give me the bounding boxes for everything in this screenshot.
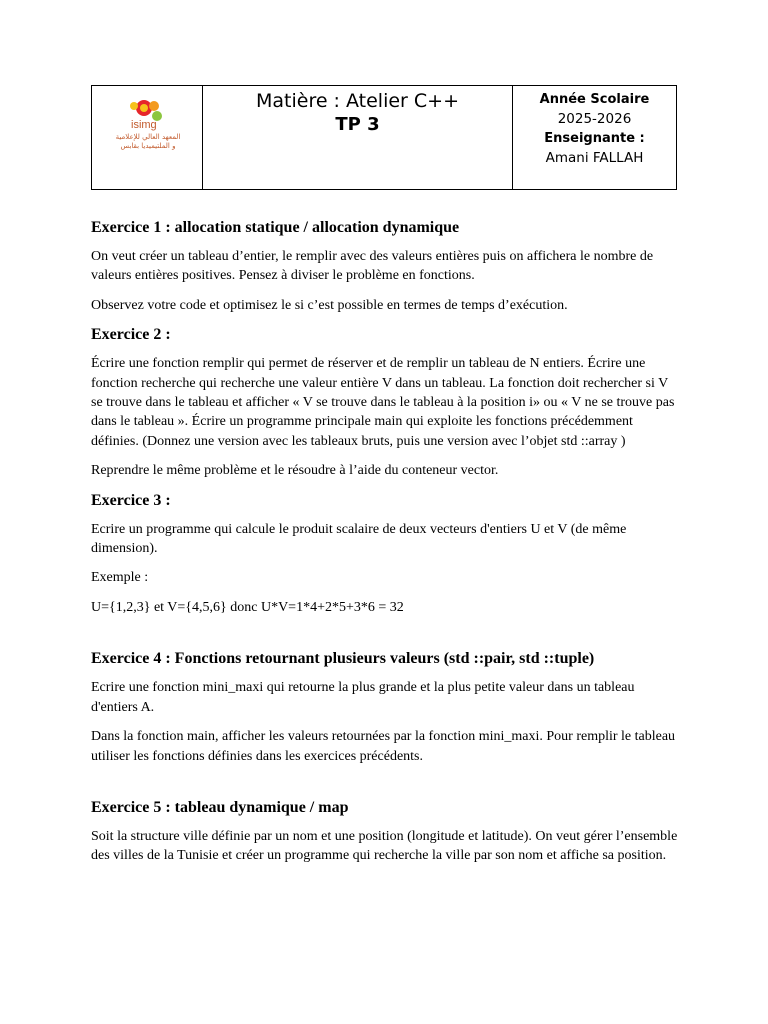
info-cell	[513, 86, 676, 189]
exercise-3-paragraph: Ecrire un programme qui calcule le produit scalaire de deux vecteurs d'entiers U et V (de même dimension).	[91, 521, 627, 557]
logo-cell	[92, 86, 203, 189]
header-table	[91, 85, 677, 190]
exercise-1-paragraph: On veut créer un tableau d’entier, le remplir avec des valeurs entières puis on affichera le nombre de valeurs entières positives. Pensez à diviser le problème en fonctions.	[91, 249, 654, 284]
exercise-2-paragraph: Écrire une fonction remplir qui permet de réserver et de remplir un tableau de N entiers. Écrire une fonction recherche qui recherche une valeur entière V dans un tableau. La fonction doit rechercher si V se trouve dans le tableau et afficher « V se trouve dans le tableau à la position i» ou « V ne se trouve pas dans le tableau ». Écrire un programme principale main qui exploite les fonctions précédemment définies. (Donnez une version avec les tableaux bruts, puis une version avec l’objet std ::array )	[91, 356, 675, 449]
logo-text-line1: المعهد العالي للإعلامية	[115, 133, 181, 141]
exercise-4-title: Exercice 4 : Fonctions retournant plusieurs valeurs (std ::pair, std ::tuple)	[91, 650, 595, 668]
exercise-1-paragraph: Observez votre code et optimisez le si c’est possible en termes de temps d’exécution.	[91, 297, 568, 313]
exercise-3-example-label: Exemple :	[91, 570, 149, 586]
exercise-3-example: U={1,2,3} et V={4,5,6} donc U*V=1*4+2*5+3*6 = 32	[91, 599, 404, 615]
exercise-3-title: Exercice 3 :	[91, 491, 171, 509]
exercise-2-title: Exercice 2 :	[91, 326, 171, 344]
subject-title: Matière : Atelier C++	[255, 90, 460, 112]
exercise-5-title: Exercice 5 : tableau dynamique / map	[91, 798, 349, 816]
year-label: Année Scolaire	[539, 92, 650, 107]
exercise-4-paragraph: Dans la fonction main, afficher les valeurs retournées par la fonction mini_maxi. Pour remplir le tableau utiliser les fonctions définies dans les exercices précédents.	[91, 729, 676, 764]
exercise-2-paragraph: Reprendre le même problème et le résoudre à l’aide du conteneur vector.	[91, 463, 499, 479]
exercise-4-paragraph: Ecrire une fonction mini_maxi qui retourne la plus grande et la plus petite valeur dans un tableau d'entiers A.	[91, 680, 635, 715]
tp-number: TP 3	[335, 114, 380, 135]
logo-mark-text: isimg	[131, 119, 157, 131]
exercise-5-paragraph: Soit la structure ville définie par un nom et une position (longitude et latitude). On veut gérer l’ensemble des villes de la Tunisie et créer un programme qui recherche la ville par son nom et affiche sa position.	[91, 828, 678, 864]
title-cell	[203, 86, 513, 189]
teacher-name: Amani FALLAH	[545, 150, 644, 166]
exercise-content	[91, 216, 681, 866]
school-year: 2025-2026	[557, 111, 632, 127]
logo-text-line2: و الملتيميديا بقابس	[120, 142, 176, 150]
logo-arabic-text	[112, 133, 184, 151]
exercise-1-title: Exercice 1 : allocation statique / allocation dynamique	[91, 219, 460, 236]
teacher-label: Enseignante :	[544, 131, 645, 146]
